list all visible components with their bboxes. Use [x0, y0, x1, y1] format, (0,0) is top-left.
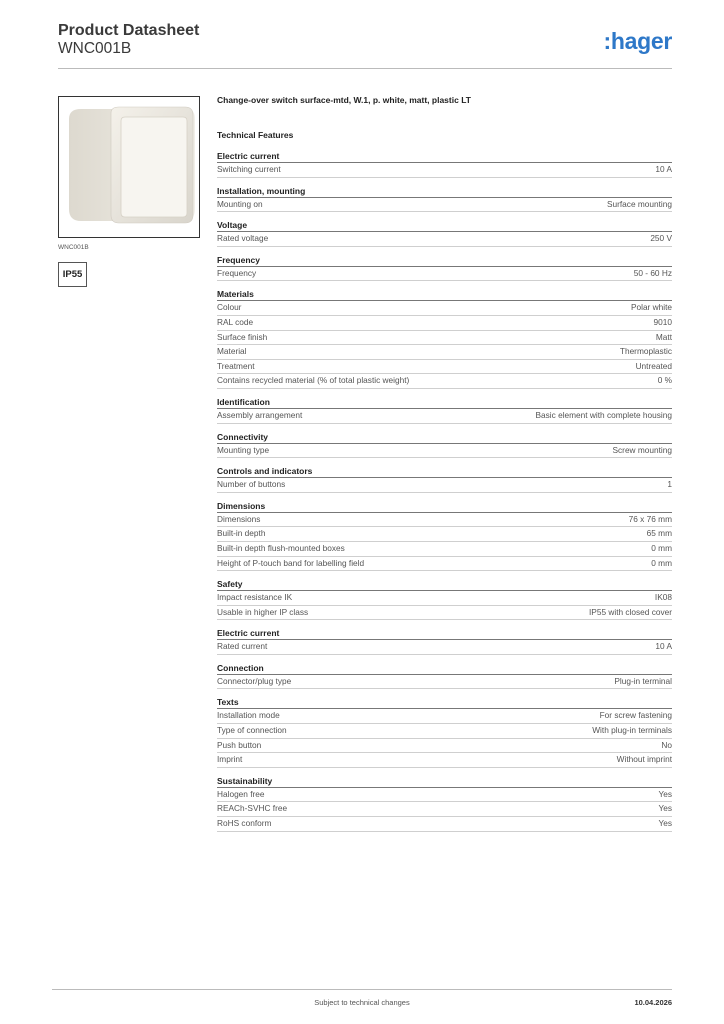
spec-row: [217, 591, 672, 606]
spec-value: 50 - 60 Hz: [633, 267, 672, 278]
spec-row: [217, 374, 672, 389]
spec-value: Yes: [658, 803, 672, 814]
section-title: Controls and indicators: [217, 464, 672, 478]
spec-value: Surface mounting: [606, 198, 672, 209]
page-title: Product Datasheet: [58, 22, 200, 39]
spec-row: [217, 709, 672, 724]
spec-value: For screw fastening: [599, 710, 672, 721]
spec-row: [217, 739, 672, 754]
spec-label: Mounting type: [217, 444, 270, 455]
spec-section: [217, 577, 672, 620]
spec-label: Rated current: [217, 641, 268, 652]
section-title: Identification: [217, 395, 672, 409]
section-title: Electric current: [217, 149, 672, 163]
spec-row: [217, 360, 672, 375]
spec-row: [217, 198, 672, 213]
spec-label: Imprint: [217, 754, 243, 765]
spec-section: [217, 626, 672, 655]
spec-sections: [217, 149, 672, 832]
spec-value: 0 %: [657, 375, 672, 386]
spec-row: [217, 267, 672, 282]
spec-label: RAL code: [217, 316, 254, 327]
spec-label: Material: [217, 346, 247, 357]
spec-value: No: [661, 739, 672, 750]
spec-section: [217, 287, 672, 389]
spec-section: [217, 661, 672, 690]
spec-value: 65 mm: [646, 528, 672, 539]
section-title: Frequency: [217, 253, 672, 267]
spec-label: RoHS conform: [217, 818, 272, 829]
spec-value: Untreated: [635, 360, 672, 371]
spec-value: IP55 with closed cover: [588, 606, 672, 617]
spec-label: Contains recycled material (% of total plastic weight): [217, 375, 410, 386]
spec-label: Rated voltage: [217, 233, 269, 244]
spec-label: Type of connection: [217, 725, 287, 736]
spec-content: [217, 92, 672, 832]
spec-row: [217, 817, 672, 832]
spec-value: Basic element with complete housing: [535, 409, 672, 420]
spec-row: [217, 753, 672, 768]
spec-label: Connector/plug type: [217, 675, 292, 686]
spec-row: [217, 316, 672, 331]
spec-label: REACh-SVHC free: [217, 803, 288, 814]
footer-divider: [52, 989, 672, 990]
spec-section: [217, 253, 672, 282]
section-title: Installation, mounting: [217, 184, 672, 198]
spec-value: 10 A: [655, 164, 672, 174]
spec-value: Thermoplastic: [619, 346, 672, 357]
technical-features-heading: Technical Features: [217, 130, 294, 140]
spec-row: [217, 331, 672, 346]
page-header: [58, 22, 672, 70]
spec-value: 1: [667, 479, 672, 490]
spec-value: IK08: [654, 592, 672, 603]
spec-label: Colour: [217, 302, 242, 313]
image-caption: WNC001B: [58, 244, 89, 251]
footer-note: Subject to technical changes: [314, 998, 410, 1007]
spec-label: Frequency: [217, 267, 257, 278]
spec-value: Screw mounting: [612, 444, 672, 455]
spec-section: [217, 499, 672, 571]
spec-row: [217, 542, 672, 557]
spec-value: 0 mm: [651, 557, 672, 568]
spec-row: [217, 444, 672, 459]
spec-row: [217, 606, 672, 621]
spec-label: Surface finish: [217, 331, 268, 342]
spec-section: [217, 464, 672, 493]
spec-section: [217, 149, 672, 178]
spec-value: 76 x 76 mm: [628, 513, 672, 524]
spec-row: [217, 232, 672, 247]
spec-value: Without imprint: [616, 754, 672, 765]
switch-product-icon: [59, 97, 199, 237]
section-title: Connectivity: [217, 430, 672, 444]
spec-label: Built-in depth: [217, 528, 266, 539]
spec-value: With plug-in terminals: [592, 725, 672, 736]
spec-value: Yes: [658, 788, 672, 799]
spec-row: [217, 788, 672, 803]
spec-label: Number of buttons: [217, 479, 286, 490]
spec-label: Push button: [217, 739, 262, 750]
spec-label: Mounting on: [217, 198, 263, 209]
spec-label: Halogen free: [217, 788, 265, 799]
spec-row: [217, 513, 672, 528]
footer-date: 10.04.2026: [634, 998, 672, 1007]
spec-label: Usable in higher IP class: [217, 606, 309, 617]
spec-row: [217, 163, 672, 178]
spec-row: [217, 527, 672, 542]
spec-label: Height of P-touch band for labelling field: [217, 557, 365, 568]
brand-logo: :hager: [603, 28, 672, 54]
spec-section: [217, 774, 672, 832]
spec-value: 250 V: [650, 233, 672, 244]
ip-rating-badge: IP55: [58, 262, 87, 287]
section-title: Safety: [217, 577, 672, 591]
brand-logo-text: hager: [610, 28, 672, 54]
spec-label: Switching current: [217, 164, 281, 174]
product-image: [58, 96, 200, 238]
spec-value: Yes: [658, 818, 672, 829]
spec-value: 9010: [653, 316, 672, 327]
spec-row: [217, 557, 672, 572]
product-description: Change-over switch surface-mtd, W.1, p. white, matt, plastic LT: [217, 95, 471, 105]
spec-label: Installation mode: [217, 710, 280, 721]
spec-label: Treatment: [217, 360, 255, 371]
spec-section: [217, 695, 672, 767]
spec-row: [217, 640, 672, 655]
section-title: Voltage: [217, 218, 672, 232]
spec-label: Impact resistance IK: [217, 592, 293, 603]
spec-row: [217, 675, 672, 690]
spec-label: Dimensions: [217, 513, 261, 524]
section-title: Electric current: [217, 626, 672, 640]
spec-row: [217, 478, 672, 493]
spec-value: 10 A: [655, 641, 672, 652]
section-title: Sustainability: [217, 774, 672, 788]
spec-row: [217, 724, 672, 739]
section-title: Connection: [217, 661, 672, 675]
spec-row: [217, 802, 672, 817]
spec-section: [217, 395, 672, 424]
spec-value: Polar white: [630, 302, 672, 313]
section-title: Texts: [217, 695, 672, 709]
spec-value: 0 mm: [651, 542, 672, 553]
spec-row: [217, 301, 672, 316]
section-title: Materials: [217, 287, 672, 301]
spec-row: [217, 409, 672, 424]
header-divider: [58, 68, 672, 69]
spec-value: Matt: [655, 331, 672, 342]
section-title: Dimensions: [217, 499, 672, 513]
spec-section: [217, 430, 672, 459]
spec-label: Assembly arrangement: [217, 409, 303, 420]
product-code: WNC001B: [58, 40, 132, 57]
spec-section: [217, 218, 672, 247]
spec-row: [217, 345, 672, 360]
spec-label: Built-in depth flush-mounted boxes: [217, 542, 345, 553]
spec-value: Plug-in terminal: [614, 675, 672, 686]
spec-section: [217, 184, 672, 213]
